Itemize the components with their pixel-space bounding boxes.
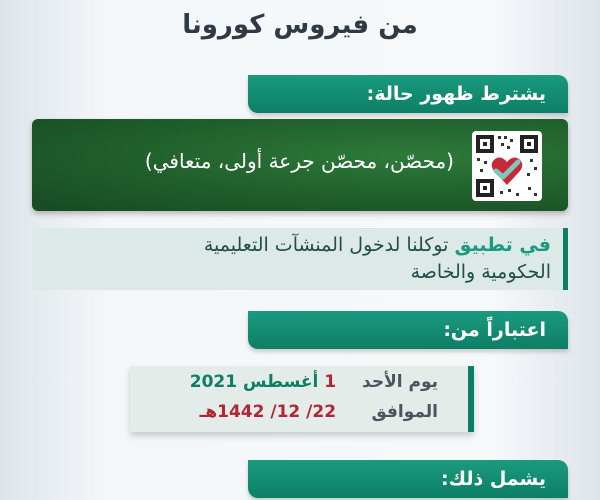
effective-pill: [248, 311, 568, 349]
day-label: يوم الأحد: [362, 372, 438, 392]
hijri-date-row: [200, 402, 438, 422]
day-number: 1: [324, 372, 337, 392]
app-strip-line-1: [204, 234, 551, 256]
hijri-date: 22/ 12/ 1442هـ: [199, 402, 337, 422]
app-strip-prefix: في تطبيق: [454, 234, 551, 256]
hijri-label: الموافق: [371, 402, 438, 422]
gregorian-date-row: [190, 372, 438, 392]
app-strip: [32, 228, 568, 290]
status-card-text: (محصّن، محصّن جرعة أولى، متعافي): [144, 149, 454, 173]
includes-pill: [248, 460, 568, 498]
app-strip-line-1-text: توكلنا لدخول المنشآت التعليمية: [203, 234, 449, 256]
headline: من فيروس كورونا: [182, 10, 418, 40]
condition-pill-label: يشترط ظهور حالة:: [366, 83, 546, 105]
includes-pill-label: يشمل ذلك:: [441, 468, 546, 490]
date-box: [130, 366, 474, 432]
qr-code-with-heart-icon: [472, 131, 542, 201]
app-strip-line-2: الحكومية والخاصة: [410, 261, 551, 283]
condition-pill: [248, 75, 568, 113]
month-year: أغسطس 2021: [189, 372, 319, 392]
status-card: [32, 119, 568, 211]
effective-pill-label: اعتباراً من:: [443, 319, 546, 341]
